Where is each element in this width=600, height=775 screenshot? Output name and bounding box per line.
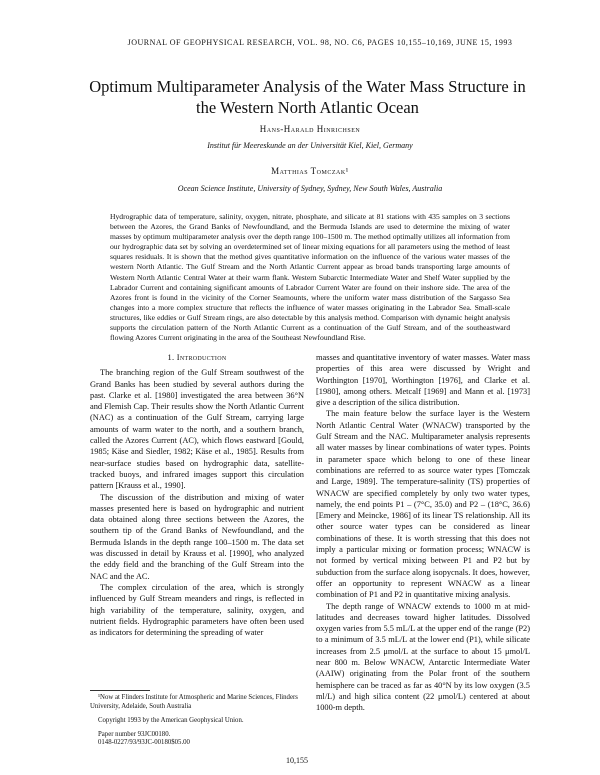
footnote-affiliation: ¹Now at Flinders Institute for Atmospheric and Marine Sciences, Flinders University, Adelaide, South Australia [90, 694, 298, 710]
intro-paragraph-3: The complex circulation of the area, which is strongly influenced by Gulf Stream meanders and rings, is reflected in high variability of the temperature, salinity, oxygen, and nutrient fields. Hydrographic parameters have often been used as indicators for determining the spreading of water [90, 582, 304, 638]
paper-number: Paper number 93JC00180. [98, 730, 171, 738]
right-paragraph-1: masses and quantitative inventory of water masses. Water mass properties of this area were discussed by Wright and Worthington [1970], Worthington [1976], and Clarke et al. [1980], among others. Metcalf [1969] and Mann et al. [1973] give a description of the silica distribution. [316, 353, 530, 408]
page-number: 10,155 [286, 756, 308, 765]
author-affiliation-2: Ocean Science Institute, University of Sydney, Sydney, New South Wales, Australia [177, 184, 443, 193]
right-column [316, 352, 530, 714]
author-name-2: Matthias Tomczak¹ [271, 166, 349, 176]
issn-code: 0148-0227/93/93JC-00180$05.00 [98, 739, 190, 747]
right-paragraph-3: The depth range of WNACW extends to 1000 m at mid-latitudes and decreases toward higher latitudes. Dissolved oxygen varies from 5.5 mL/L at the upper end of the range (P2) to a minimum of 3.5 mL/L at the lower end (P1), while silicate increases from 2.5 μmol/L at the surface to about 15 μmol/L near 800 m. Below WNACW, Antarctic Intermediate Water (AAIW) originating from the Polar front of the southern hemisphere can be traced as far as 40°N by its low oxygen (3.5 ml/L) and high silica content (22 μmol/L) centered at about 1000-m depth. [316, 601, 530, 713]
section-heading-introduction: 1. Introduction [167, 353, 227, 362]
right-paragraph-2: The main feature below the surface layer is the Western North Atlantic Central Water (WNACW) transported by the Gulf Stream and the NAC. Multiparameter analysis represents all water masses by linear combinations of water types. Points in parameter space which belong to one of these linear combinations are referred to as source water types [Tomczak and Large, 1989]. The temperature-salinity (TS) properties of WNACW are specified completely by only two water types, namely, the end points P1 – (7°C, 35.0) and P2 – (18°C, 36.6) [Emery and Meincke, 1986] of its linear TS relationship. All its other source water types can be considered as linear combinations of these. It is worth stressing that this does not imply a particular mixing or formation process; WNACW is not formed by vertical mixing between P1 and P2 but by subduction from the surface along isopycnals. It does, however, offer an opportunity to represent WNACW as a linear combination of P1 and P2 in quantitative mixing analysis. [316, 409, 530, 600]
copyright-notice: Copyright 1993 by the American Geophysical Union. [98, 717, 244, 725]
footnote-rule [90, 690, 150, 691]
author-affiliation-1: Institut für Meereskunde an der Universität Kiel, Kiel, Germany [207, 141, 413, 150]
abstract: Hydrographic data of temperature, salinity, oxygen, nitrate, phosphate, and silicate at 81 stations with 435 samples on 3 sections between the Azores, the Grand Banks of Newfoundland, and the Bermuda Islands are used to determine the mixing of water masses by optimum multiparameter analysis over the depth range 100–1500 m. The method optimally utilizes all information from our hydrographic data set by solving an overdetermined set of linear mixing equations for all parameters using the method of least squares residuals. It is shown that the method gives quantitative information on the influence of the various water masses of the western North Atlantic. The Gulf Stream and the North Atlantic Current appear as broad bands transporting large amounts of Western North Atlantic Central Water at their warm flank. Western Subarctic Intermediate Water and Shelf Water supplied by the Labrador Current and containing significant amounts of Labrador Current Water are found on their inshore side. The area of the Azores front is found in the vicinity of the Corner Seamounts, where the uniform water mass distribution of the Sargasso Sea changes into a more complex structure that reflects the influence of water masses originating in the Labrador Sea. Small-scale structures, like eddies or Gulf Stream rings, are also detectable by this analysis method. Comparison with dynamic height analysis supports the circulation pattern of the North Atlantic Current as a continuation of the Gulf Stream, and of the southeastward flowing Azores Current originating in the area of the Southeast Newfoundland Rise. [110, 212, 510, 343]
author-name-1: Hans-Harald Hinrichsen [259, 124, 361, 134]
paper-title: Optimum Multiparameter Analysis of the Water Mass Structure in the Western North Atlantic Ocean [89, 77, 526, 117]
intro-paragraph-1: The branching region of the Gulf Stream southwest of the Grand Banks has been studied by several authors during the past. Clarke et al. [1980] investigated the area between 36°N and Flemish Cap. Their results show the North Atlantic Current (NAC) as a continuation of the Gulf Stream, carrying large amounts of warm water to the north, and a southern branch, called the Azores Current (AC), which flows eastward [Gould, 1985; Käse and Siedler, 1982; Käse et al., 1985]. Results from near-surface studies based on hydrographic data, satellite-tracked buoys, and infrared images support this circulation pattern [Krauss et al., 1990]. [90, 368, 304, 491]
left-column [90, 352, 304, 638]
intro-paragraph-2: The discussion of the distribution and mixing of water masses presented here is based on hydrographic and nutrient data obtained along three sections between the Azores, the southern tip of the Grand Banks of Newfoundland, and the Bermuda Islands in the depth range 100–1500 m. The data set was discussed in detail by Krauss et al. [1990], who analyzed the eddy field and the branching of the Gulf Stream into the NAC and the AC. [90, 492, 304, 581]
running-head: JOURNAL OF GEOPHYSICAL RESEARCH, VOL. 98, NO. C6, PAGES 10,155–10,169, JUNE 15, 1993 [127, 38, 513, 47]
footnotes [90, 690, 304, 748]
